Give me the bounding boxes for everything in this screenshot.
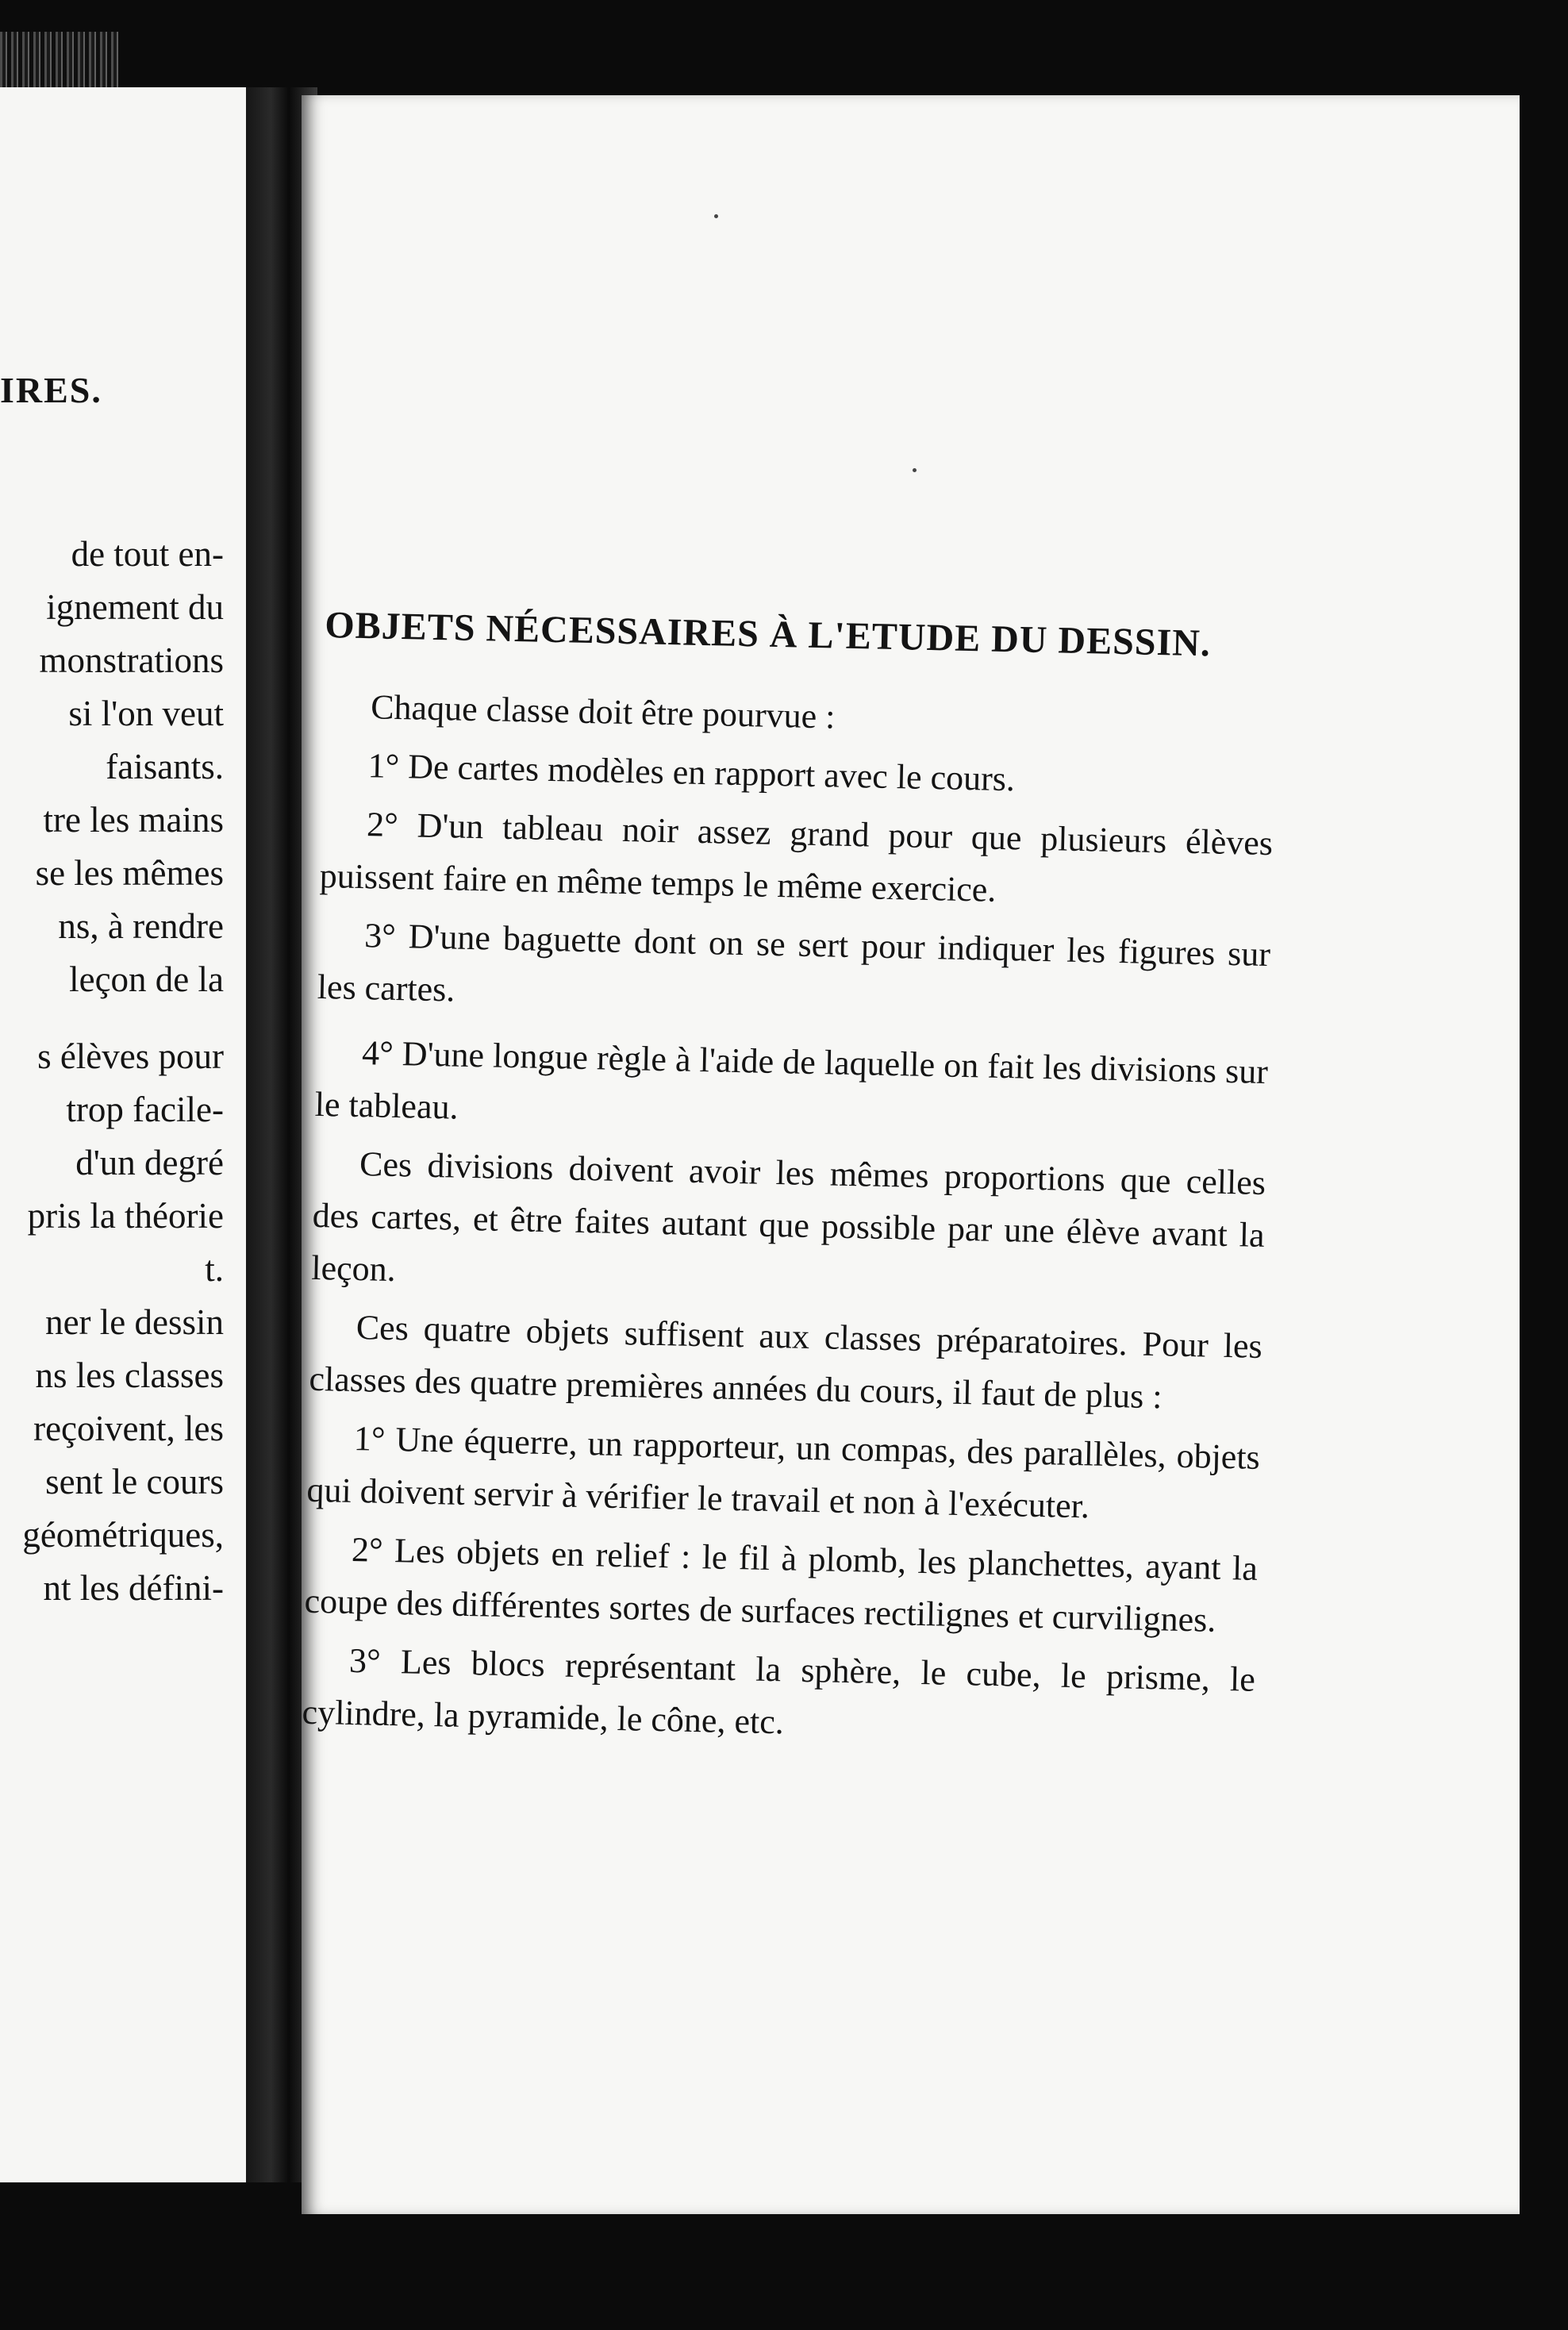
left-line: ner le dessin [45, 1302, 224, 1342]
left-line: sent le cours [45, 1462, 224, 1501]
left-line: ns les classes [35, 1355, 224, 1395]
left-line: reçoivent, les [33, 1409, 224, 1448]
left-line: géométriques, [22, 1515, 224, 1555]
left-page-title-fragment: IRES. [0, 370, 102, 410]
left-line: pris la théorie [27, 1196, 224, 1236]
left-line: leçon de la [69, 959, 224, 999]
left-line: ignement du [46, 587, 224, 627]
left-line: faisants. [106, 747, 224, 786]
left-page [0, 87, 246, 2182]
paragraph: 2° Les objets en relief : le fil à plomb, les planchettes, ayant la coupe des différentes sortes de surfaces rectilignes et curvilignes. [304, 1529, 1259, 1640]
line-gap [0, 1006, 246, 1030]
right-page [302, 95, 1520, 2214]
paragraph: 1° De cartes modèles en rapport avec le cours. [367, 746, 1016, 799]
left-line: de tout en- [71, 534, 224, 574]
left-line: monstrations [39, 640, 224, 680]
paragraph: 3° Les blocs représentant la sphère, le cube, le prisme, le cylindre, la pyramide, le cône, etc. [302, 1640, 1256, 1742]
paragraph: 1° Une équerre, un rapporteur, un compas, des parallèles, objets qui doivent servir à vérifier le travail et non à l'exécuter. [306, 1418, 1261, 1526]
left-line: nt les défini- [43, 1568, 224, 1608]
left-line: t. [205, 1249, 224, 1289]
left-line: ns, à rendre [58, 906, 224, 946]
left-line: se les mêmes [35, 853, 224, 893]
scan-speck [913, 468, 917, 472]
paragraph: 4° D'une longue règle à l'aide de laquelle on fait les divisions sur le tableau. [314, 1033, 1269, 1127]
left-line: s élèves pour [37, 1036, 224, 1076]
section-heading: OBJETS NÉCESSAIRES À L'ETUDE DU DESSIN. [324, 603, 1212, 665]
left-line: si l'on veut [68, 694, 224, 733]
paragraph: Chaque classe doit être pourvue : [370, 687, 836, 736]
paragraph: 3° D'une baguette dont on se sert pour indiquer les figures sur les cartes. [317, 916, 1271, 1009]
left-line: d'un degré [75, 1143, 224, 1182]
paragraph: Ces quatre objets suffisent aux classes préparatoires. Pour les classes des quatre premières années du cours, il faut de plus : [309, 1308, 1263, 1417]
scan-noise [0, 32, 119, 87]
scan-speck [714, 214, 718, 218]
left-line: tre les mains [43, 800, 224, 840]
paragraph: 2° D'un tableau noir assez grand pour que plusieurs élèves puissent faire en même temps le même exercice. [319, 805, 1274, 909]
page-content [302, 603, 1278, 1765]
paragraph: Ces divisions doivent avoir les mêmes proportions que celles des cartes, et être faites autant que possible par une élève avant la leçon. [310, 1144, 1266, 1290]
left-page-text [0, 528, 246, 1615]
left-line: trop facile- [66, 1090, 224, 1129]
